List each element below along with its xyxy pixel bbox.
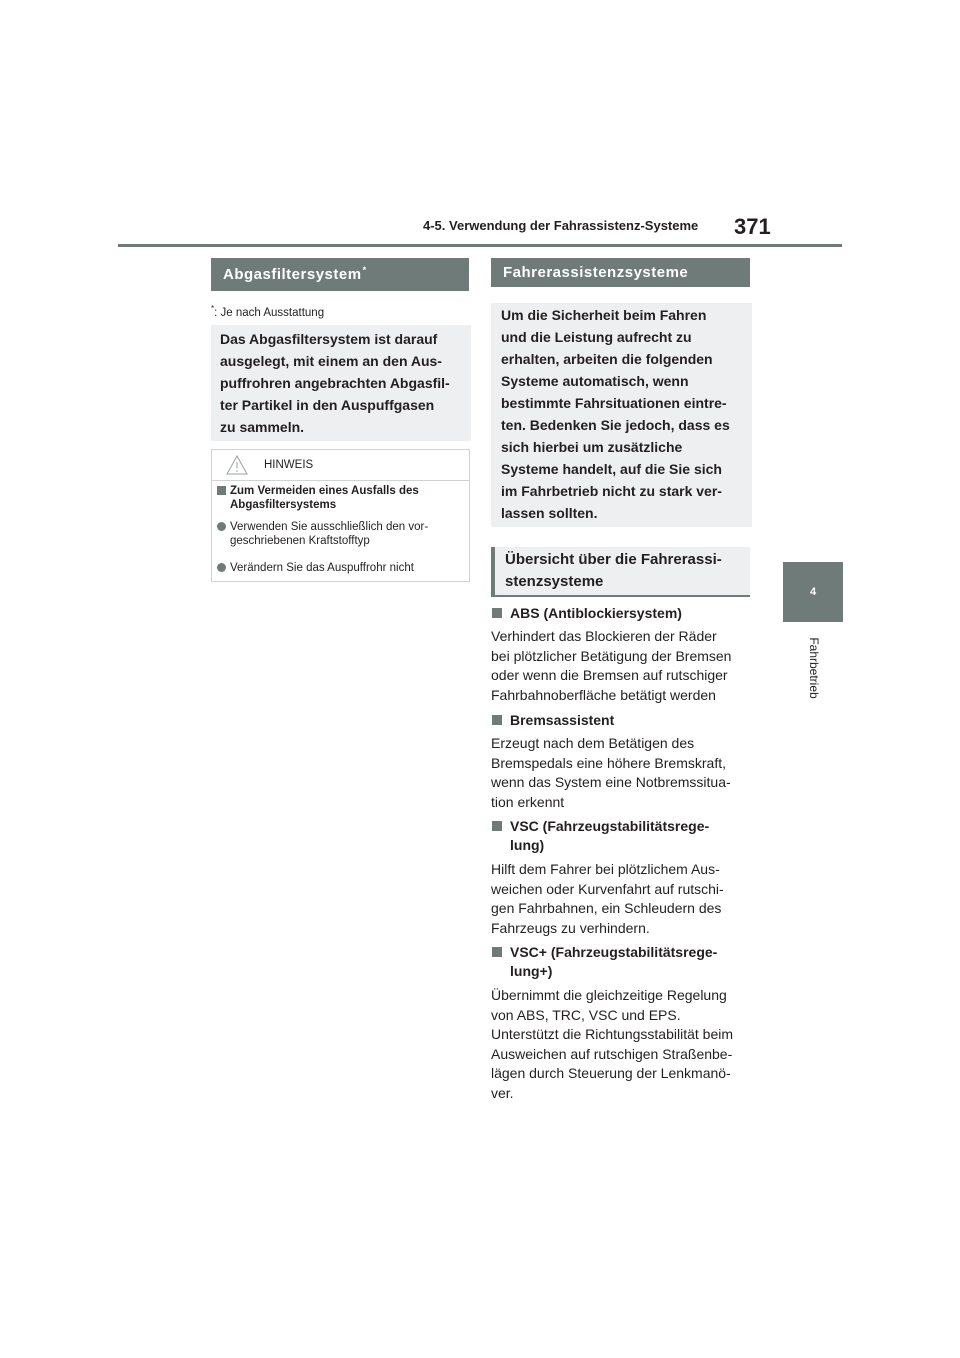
square-bullet-icon [492,715,502,725]
item-body-line: Fahrzeugs zu verhindern. [491,919,650,936]
chapter-tab-number: 4 [809,586,817,598]
item-title-line: ABS (Antiblockiersystem) [510,605,682,621]
item-title-brake-assist [491,711,736,730]
item-title-line: Bremsassistent [510,712,615,728]
notice-header [212,450,469,481]
driver-assist-intro-box [491,303,752,527]
item-body-vsc-plus [491,986,746,1103]
intro-line: puffrohren angebrachten Abgasfil- [220,375,450,391]
exhaust-filter-intro-box [211,325,471,441]
chapter-title: 4-5. Verwendung der Fahrassistenz-Systeme [423,218,699,233]
item-title-vsc-plus [491,943,736,981]
notice-item-line: Verändern Sie das Auspuffrohr nicht [230,562,414,574]
item-body-line: lägen durch Steuerung der Lenkmanö- [491,1065,731,1081]
item-body-line: wenn das System eine Notbremssitua- [491,774,731,790]
item-body-line: Fahrbahnoberfläche betätigt werden [491,686,716,703]
notice-heading-line: Zum Vermeiden eines Ausfalls des [230,485,419,497]
notice-heading-line: Abgasfiltersystems [230,499,337,511]
item-body-line: gen Fahrbahnen, ein Schleudern des [491,900,722,916]
item-body-line: von ABS, TRC, VSC und EPS. [491,1006,681,1023]
square-bullet-icon [217,486,226,495]
notice-heading [217,484,475,512]
section-title-text: Abgasfiltersystem [223,266,362,283]
intro-line: Systeme automatisch, wenn [501,373,689,389]
intro-line: erhalten, arbeiten die folgenden [501,351,713,367]
overview-heading [491,547,750,597]
item-body-line: Unterstützt die Richtungsstabilität beim [491,1026,733,1042]
item-body-line: Übernimmt die gleichzeitige Regelung [491,987,727,1003]
item-body-line: Hilft dem Fahrer bei plötzlichem Aus- [491,861,720,877]
overview-heading-line: Übersicht über die Fahrerassi- [505,551,722,568]
intro-line: Um die Sicherheit beim Fahren [501,307,707,323]
intro-line: im Fahrbetrieb nicht zu stark ver- [501,483,722,499]
notice-box [211,449,470,582]
item-body-vsc [491,860,746,938]
overview-heading-line: stenzsysteme [505,573,604,590]
item-title-line: VSC (Fahrzeugstabilitätsrege- [510,818,710,834]
item-title-line: VSC+ (Fahrzeugstabilitätsrege- [510,944,718,960]
intro-line: ter Partikel in den Auspuffgasen [220,397,435,413]
intro-line: Das Abgasfiltersystem ist darauf [220,331,438,347]
notice-item [217,561,475,575]
footnote-text: : Je nach Ausstattung [214,306,325,319]
chapter-side-label: Fahrbetrieb [807,637,821,699]
item-body-line: ver. [491,1084,514,1101]
item-body-line: Erzeugt nach dem Betätigen des [491,735,695,751]
intro-line: zu sammeln. [220,419,305,435]
item-title-vsc [491,817,736,855]
page-number: 371 [734,214,771,239]
footnote [211,304,324,319]
header-rule [118,244,842,247]
item-body-abs [491,627,746,705]
square-bullet-icon [492,947,502,957]
item-body-line: weichen oder Kurvenfahrt auf rutschi- [491,880,724,897]
item-body-line: oder wenn die Bremsen auf rutschiger [491,667,728,683]
intro-line: bestimmte Fahrsituationen eintre- [501,395,727,411]
section-title-exhaust-filter [211,258,469,291]
item-title-abs [491,604,736,623]
item-body-line: Ausweichen auf rutschigen Straßenbe- [491,1045,733,1062]
footnote-mark: * [211,304,215,313]
section-title-driver-assist [491,258,750,287]
notice-label: HINWEIS [264,459,314,471]
chapter-tab [783,562,843,622]
warning-triangle-icon [226,455,248,475]
round-bullet-icon [217,522,226,531]
intro-line: und die Leistung aufrecht zu [501,329,692,345]
intro-line: ausgelegt, mit einem an den Aus- [220,353,442,369]
section-title-text: Fahrerassistenzsysteme [503,264,689,281]
square-bullet-icon [492,821,502,831]
item-body-line: tion erkennt [491,793,565,810]
round-bullet-icon [217,563,226,572]
item-body-line: bei plötzlicher Betätigung der Bremsen [491,647,732,664]
item-title-line: lung) [510,837,545,853]
item-body-line: Verhindert das Blockieren der Räder [491,628,717,644]
notice-item-line: geschriebenen Kraftstofftyp [230,535,370,547]
intro-line: Systeme handelt, auf die Sie sich [501,461,722,477]
notice-item [217,520,475,548]
intro-line: sich hierbei um zusätzliche [501,439,683,455]
intro-line: lassen sollten. [501,505,598,521]
intro-line: ten. Bedenken Sie jedoch, dass es [501,417,730,433]
section-asterisk: * [362,264,367,275]
item-body-brake-assist [491,734,746,812]
square-bullet-icon [492,608,502,618]
item-body-line: Bremspedals eine höhere Bremskraft, [491,754,726,771]
notice-item-line: Verwenden Sie ausschließlich den vor- [230,521,429,533]
item-title-line: lung+) [510,963,553,979]
